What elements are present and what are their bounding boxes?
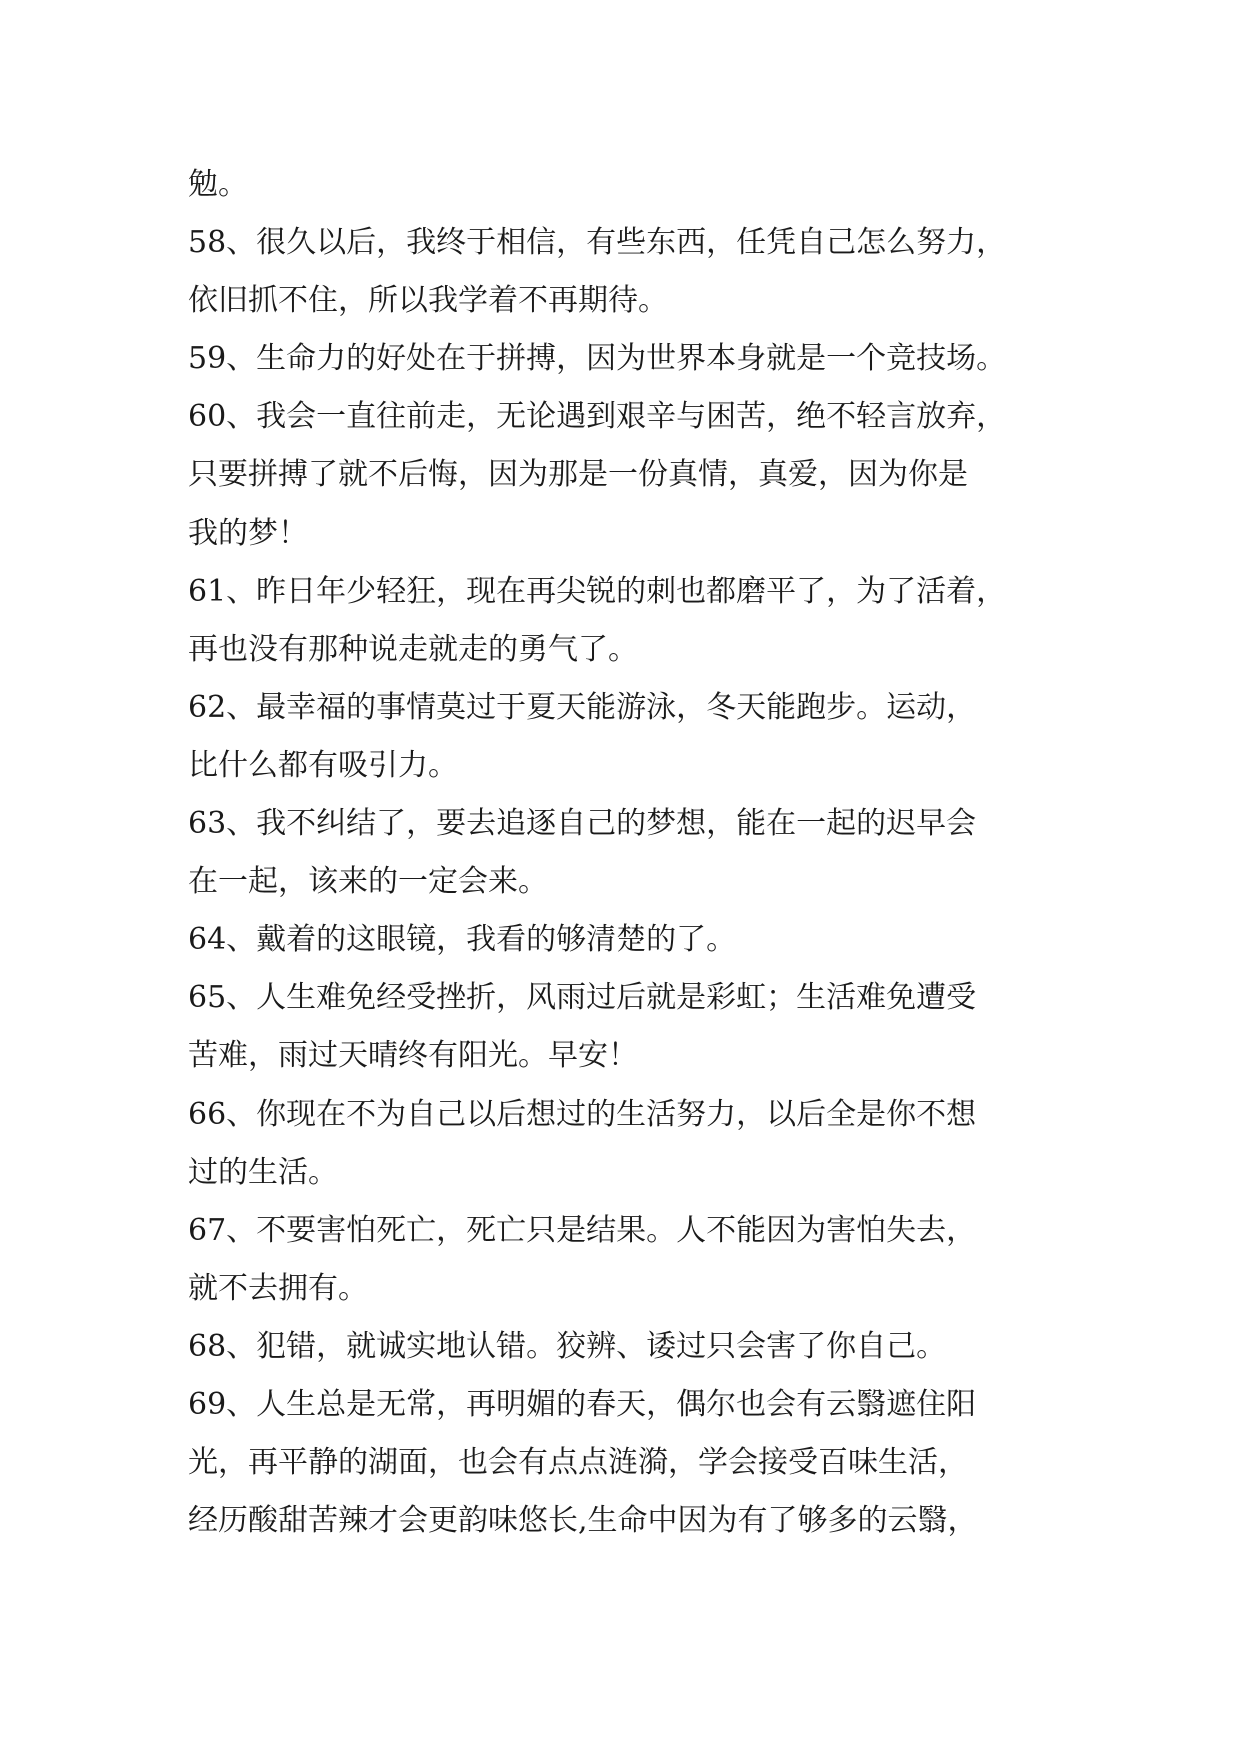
text-line: 62、最幸福的事情莫过于夏天能游泳，冬天能跑步。运动， (188, 689, 977, 725)
text-line: 58、很久以后，我终于相信，有些东西，任凭自己怎么努力， (188, 225, 1007, 261)
text-line: 64、戴着的这眼镜，我看的够清楚的了。 (188, 922, 737, 958)
text-line: 苦难，雨过天晴终有阳光。早安！ (188, 1038, 638, 1074)
body-text (188, 156, 1088, 1550)
text-line: 就不去拥有。 (188, 1270, 368, 1306)
text-line: 59、生命力的好处在于拼搏，因为世界本身就是一个竞技场。 (188, 341, 1007, 377)
text-line: 69、人生总是无常，再明媚的春天，偶尔也会有云翳遮住阳 (188, 1386, 977, 1422)
text-line: 65、人生难免经受挫折，风雨过后就是彩虹；生活难免遭受 (188, 980, 977, 1016)
text-line: 67、不要害怕死亡，死亡只是结果。人不能因为害怕失去， (188, 1212, 977, 1248)
text-line: 依旧抓不住，所以我学着不再期待。 (188, 283, 668, 319)
text-line: 63、我不纠结了，要去追逐自己的梦想，能在一起的迟早会 (188, 806, 977, 842)
text-line: 勉。 (188, 167, 248, 202)
text-line: 过的生活。 (188, 1154, 338, 1190)
text-line: 比什么都有吸引力。 (188, 747, 458, 783)
text-line: 60、我会一直往前走，无论遇到艰辛与困苦，绝不轻言放弃， (188, 399, 1007, 435)
text-line: 再也没有那种说走就走的勇气了。 (188, 631, 638, 667)
text-line: 在一起，该来的一定会来。 (188, 864, 548, 900)
text-line: 66、你现在不为自己以后想过的生活努力，以后全是你不想 (188, 1096, 977, 1132)
text-line: 经历酸甜苦辣才会更韵味悠长,生命中因为有了够多的云翳， (188, 1503, 978, 1539)
text-line: 我的梦！ (188, 515, 308, 551)
text-line: 61、昨日年少轻狂，现在再尖锐的刺也都磨平了，为了活着， (188, 573, 1007, 609)
text-line: 68、犯错，就诚实地认错。狡辨、诿过只会害了你自己。 (188, 1328, 947, 1364)
text-line: 只要拼搏了就不后悔，因为那是一份真情，真爱，因为你是 (188, 457, 968, 493)
text-line: 光，再平静的湖面，也会有点点涟漪，学会接受百味生活， (188, 1445, 968, 1481)
